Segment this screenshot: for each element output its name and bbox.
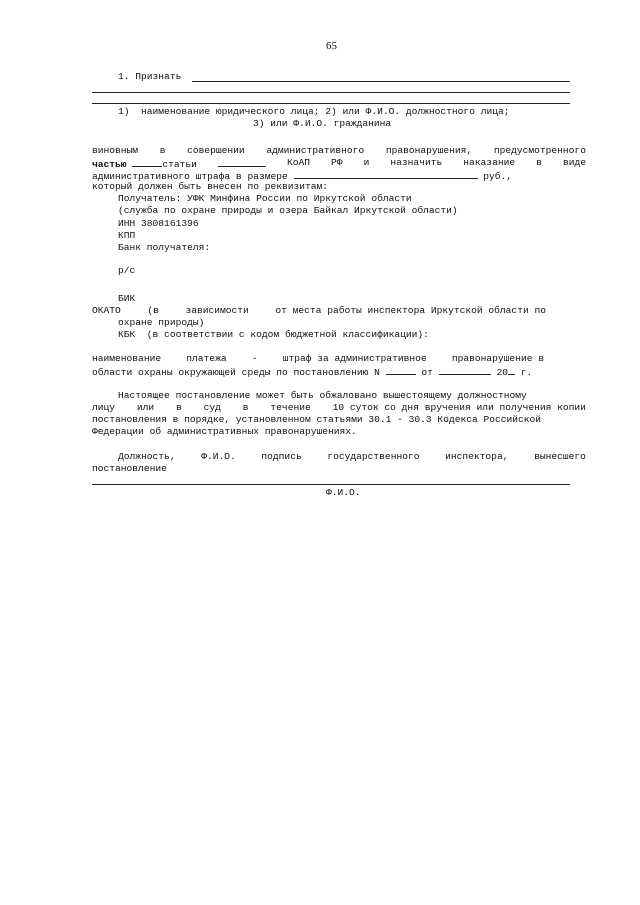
- item-1-label: 1. Признать: [118, 71, 182, 82]
- word: Ф.И.О.: [201, 451, 236, 462]
- note-line-2: 3) или Ф.И.О. гражданина: [253, 118, 392, 129]
- word: виновным: [92, 145, 139, 156]
- rf: РФ: [331, 157, 343, 168]
- from-word: от: [421, 367, 433, 378]
- word: Должность,: [118, 451, 176, 462]
- resolution-number-blank: [386, 365, 416, 375]
- fine-amount-blank: [294, 169, 478, 179]
- word: в: [176, 402, 182, 413]
- bank: Банк получателя:: [118, 242, 211, 253]
- bik: БИК: [118, 293, 136, 304]
- assign-word: назначить: [390, 157, 443, 168]
- okato: ОКАТО: [92, 305, 121, 316]
- word: лицу: [92, 402, 116, 413]
- year-suffix: г.: [520, 367, 533, 378]
- koap: КоАП: [286, 157, 310, 168]
- account: р/с: [118, 265, 136, 276]
- recipient: Получатель: УФК Минфина России по Иркутской области: [118, 193, 412, 204]
- penalty-word: наказание: [463, 157, 516, 168]
- word: -: [251, 353, 258, 364]
- signature-blank-line: [92, 484, 570, 485]
- article-word: статьи: [162, 159, 197, 170]
- page-number: 65: [326, 40, 337, 52]
- guilty-line-1: [92, 145, 586, 157]
- word: подпись: [261, 451, 302, 462]
- date-blank: [439, 365, 491, 375]
- payment-line-1: [92, 353, 544, 365]
- view-word: виде: [562, 157, 586, 168]
- word: платежа: [186, 353, 227, 364]
- word: совершении: [187, 145, 245, 156]
- part-word: частью: [92, 159, 127, 170]
- word: зависимости: [185, 305, 249, 316]
- and-word: и: [363, 157, 370, 168]
- word: административного: [266, 145, 365, 156]
- word: государственного: [327, 451, 420, 462]
- resolution-text: области охраны окружающей среды по постановлению N: [92, 367, 380, 378]
- word: правонарушения,: [385, 145, 473, 156]
- kbk: КБК (в соответствии с кодом бюджетной классификации):: [118, 329, 429, 340]
- word: предусмотренного: [493, 145, 586, 156]
- word: инспектора,: [445, 451, 509, 462]
- word: наименование: [92, 353, 162, 364]
- signature-caption: Ф.И.О.: [326, 487, 361, 498]
- item-1-blank-line: [192, 81, 570, 82]
- word: суд: [203, 402, 221, 413]
- word: в: [159, 145, 166, 156]
- fine-text: административного штрафа в размере: [92, 171, 288, 182]
- year-prefix: 20: [496, 367, 508, 378]
- word: в: [242, 402, 249, 413]
- note-line-1: 1) наименование юридического лица; 2) или Ф.И.О. должностного лица;: [118, 106, 510, 117]
- appeal-line-4: Федерации об административных правонарушениях.: [92, 426, 357, 437]
- appeal-line-1: Настоящее постановление может быть обжаловано вышестоящему должностному: [118, 390, 527, 401]
- word: 10 суток со дня вручения или получения копии: [332, 402, 586, 413]
- part-blank: [132, 157, 162, 167]
- okato-cont: охране природы): [118, 317, 205, 328]
- word: течение: [270, 402, 311, 413]
- word: вынесшего: [534, 451, 586, 462]
- word: от места работы инспектора Иркутской области по: [275, 305, 546, 316]
- blank-line: [92, 103, 570, 104]
- okato-line: [92, 305, 546, 317]
- inn: ИНН 3808161396: [118, 218, 199, 229]
- year-blank: [508, 365, 515, 375]
- word: (в: [147, 305, 159, 316]
- kpp: КПП: [118, 230, 136, 241]
- recipient-service: (служба по охране природы и озера Байкал Иркутской области): [118, 205, 458, 216]
- guilty-line-4: который должен быть внесен по реквизитам:: [92, 181, 329, 192]
- appeal-line-3: постановления в порядке, установленном статьями 30.1 - 30.3 Кодекса Российской: [92, 414, 542, 425]
- payment-line-2: [92, 365, 532, 379]
- signature-line-2: постановление: [92, 463, 167, 474]
- word: или: [136, 402, 155, 413]
- word: штраф за административное: [282, 353, 427, 364]
- signature-line-1: [118, 451, 586, 463]
- blank-line: [92, 92, 570, 93]
- word: правонарушение в: [451, 353, 544, 364]
- article-blank: [218, 157, 266, 167]
- in-word: в: [536, 157, 542, 168]
- appeal-line-2: [92, 402, 586, 414]
- rub-word: руб.,: [483, 171, 513, 182]
